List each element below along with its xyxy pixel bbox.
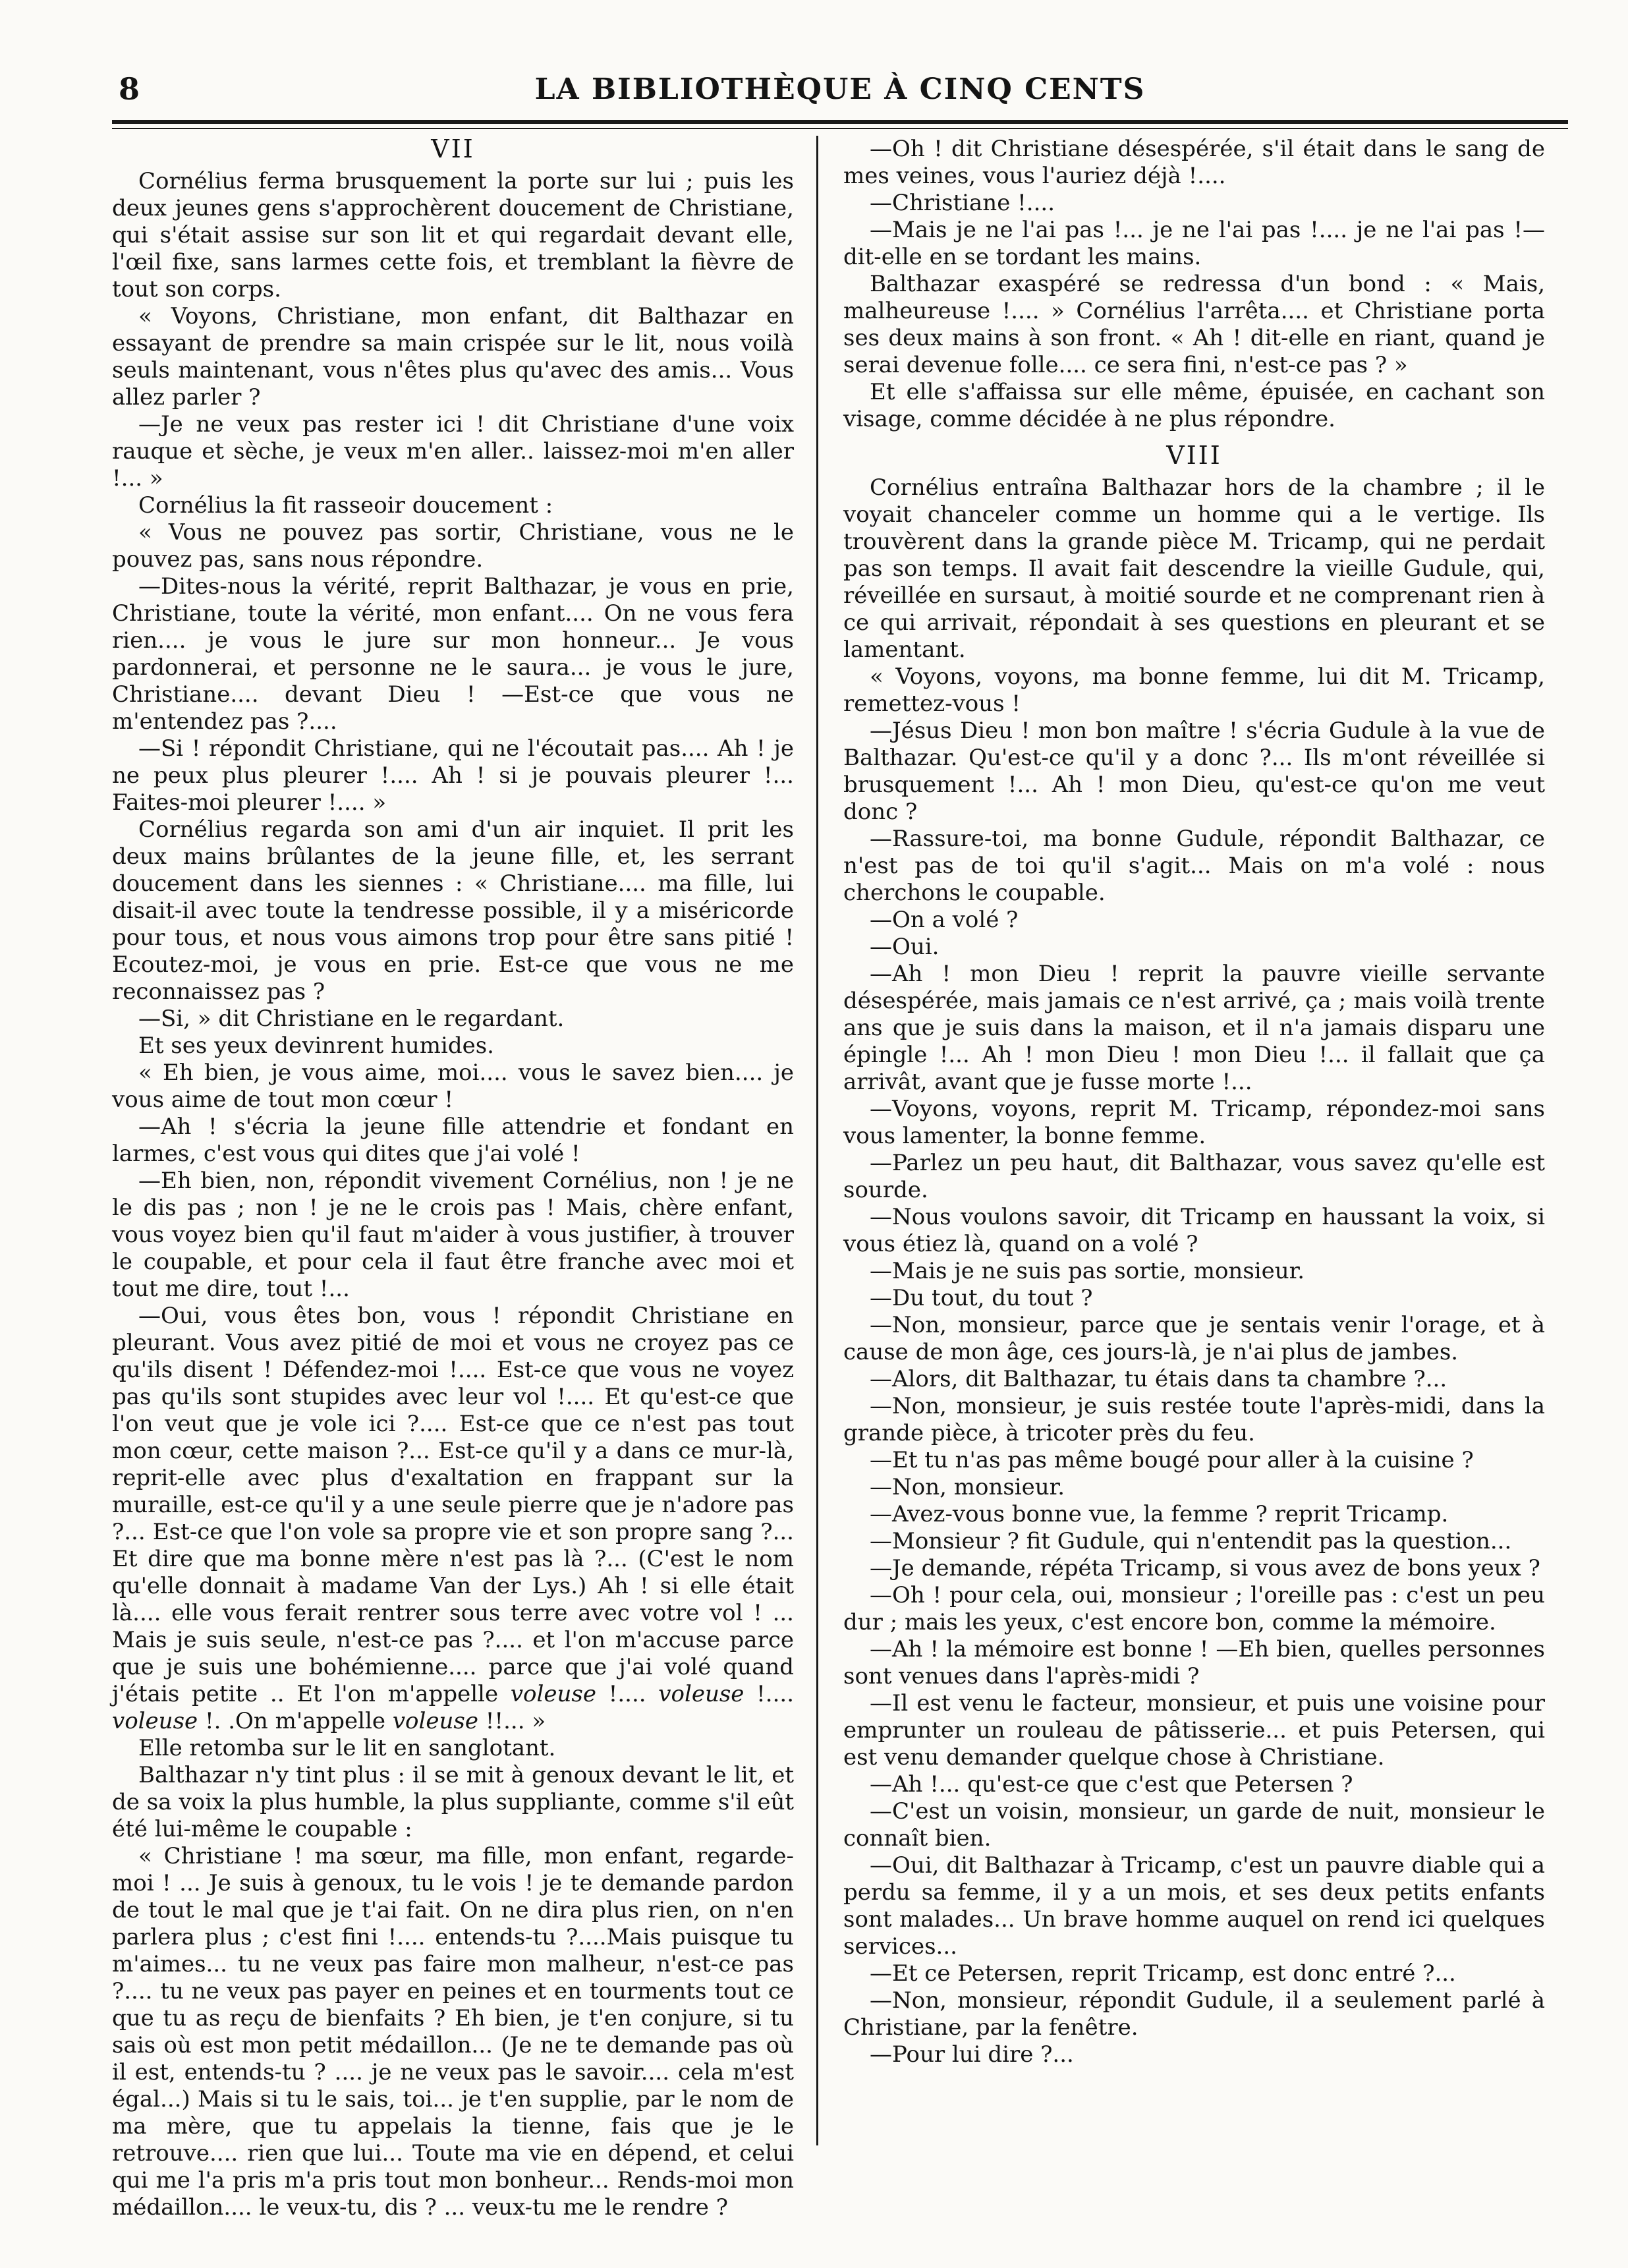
page-number: 8 bbox=[119, 71, 140, 107]
paragraph: —Rassure-toi, ma bonne Gudule, répondit Balthazar, ce n'est pas de toi qu'il s'agit... Mais on m'a volé : nous cherchons le coupable. bbox=[843, 826, 1545, 906]
paragraph: Elle retomba sur le lit en sanglotant. bbox=[138, 1735, 556, 1761]
paragraph: —Eh bien, non, répondit vivement Cornélius, non ! je ne le dis pas ; non ! je ne le crois pas ! Mais, chère enfant, vous voyez bien qu'il faut m'aider à vous justifier, à trouver le coupable, et pour cela il faut être franche avec moi et tout me dire, tout !... bbox=[112, 1168, 794, 1302]
paragraph: —Et tu n'as pas même bougé pour aller à la cuisine ? bbox=[870, 1447, 1474, 1473]
paragraph: Et elle s'affaissa sur elle même, épuisée, en cachant son visage, comme décidée à ne plus répondre. bbox=[843, 379, 1545, 432]
paragraph: —Pour lui dire ?... bbox=[870, 2041, 1074, 2068]
paragraph-text: —Oui, vous êtes bon, vous ! répondit Christiane en pleurant. Vous avez pitié de moi et vous ne croyez pas ce qu'ils disent ! Défendez-moi !.... Est-ce que vous ne voyez pas qu'ils sont stupides avec leur vol !.... Et qu'est-ce que l'on veut que je vole ici ?.... Est-ce que ce n'est pas tout mon cœur, cette maison ?... Est-ce qu'il y a dans ce mur-là, reprit-elle avec plus d'exaltation en frappant sur la muraille, est-ce qu'il y a une seule pierre que je n'adore pas ?... Est-ce que l'on vole sa propre vie et son propre sang ?... Et dire que ma bonne mère n'est pas là ?... (C'est le nom qu'elle donnait à madame Van der Lys.) Ah ! si elle était là.... elle vous ferait rentrer sous terre avec votre vol ! ... Mais je suis seule, n'est-ce pas ?.... et l'on m'accuse parce que je suis une bohémienne.... parce que j'ai volé quand j'étais petite .. Et l'on m'appelle bbox=[112, 1303, 794, 1707]
paragraph: —Christiane !.... bbox=[870, 190, 1055, 216]
paragraph: —Si ! répondit Christiane, qui ne l'écoutait pas.... Ah ! je ne peux plus pleurer !.... Ah ! si je pouvais pleurer !... Faites-moi pleurer !.... » bbox=[112, 735, 794, 816]
paragraph: Balthazar n'y tint plus : il se mit à genoux devant le lit, et de sa voix la plus humble, la plus suppliante, comme s'il eût été lui-même le coupable : bbox=[112, 1762, 794, 1842]
paragraph: —Nous voulons savoir, dit Tricamp en haussant la voix, si vous étiez là, quand on a volé ? bbox=[843, 1204, 1545, 1257]
paragraph: Cornélius entraîna Balthazar hors de la chambre ; il le voyait chanceler comme un homme qui a le vertige. Ils trouvèrent dans la grande pièce M. Tricamp, qui ne perdait pas son temps. Il avait fait descendre la vieille Gudule, qui, réveillée en sursaut, à moitié sourde et ne comprenant rien à ce qui arrivait, répondait à ses questions en pleurant et se lamentant. bbox=[843, 474, 1545, 663]
paragraph: —Ah !... qu'est-ce que c'est que Petersen ? bbox=[870, 1771, 1353, 1798]
paragraph: —Et ce Petersen, reprit Tricamp, est donc entré ?... bbox=[870, 1960, 1456, 1987]
paragraph: —Oh ! pour cela, oui, monsieur ; l'oreille pas : c'est un peu dur ; mais les yeux, c'est encore bon, comme la mémoire. bbox=[843, 1582, 1545, 1635]
paragraph: —Je demande, répéta Tricamp, si vous avez de bons yeux ? bbox=[870, 1555, 1540, 1581]
paragraph: —Si, » dit Christiane en le regardant. bbox=[138, 1006, 565, 1032]
paragraph: « Voyons, voyons, ma bonne femme, lui dit M. Tricamp, remettez-vous ! bbox=[843, 664, 1545, 717]
paragraph: —Il est venu le facteur, monsieur, et puis une voisine pour emprunter un rouleau de pâtisserie... et puis Petersen, qui est venu demander quelque chose à Christiane. bbox=[843, 1690, 1545, 1771]
paragraph: Et ses yeux devinrent humides. bbox=[138, 1033, 494, 1059]
text-fragment: !.... bbox=[596, 1681, 659, 1707]
paragraph: « Voyons, Christiane, mon enfant, dit Balthazar en essayant de prendre sa main crispée sur le lit, nous voilà seuls maintenant, vous n'êtes plus qu'avec des amis... Vous allez parler ? bbox=[112, 303, 794, 411]
paragraph: —C'est un voisin, monsieur, un garde de nuit, monsieur le connaît bien. bbox=[843, 1798, 1545, 1852]
paragraph: Balthazar exaspéré se redressa d'un bond : « Mais, malheureuse !.... » Cornélius l'arrêta.... et Christiane porta ses deux mains à son front. « Ah ! dit-elle en riant, quand je serai devenue folle.... ce sera fini, n'est-ce pas ? » bbox=[843, 271, 1545, 378]
column-divider bbox=[816, 136, 818, 2145]
paragraph: —Monsieur ? fit Gudule, qui n'entendit pas la question... bbox=[870, 1528, 1512, 1554]
left-column bbox=[112, 134, 795, 2221]
paragraph: —Ah ! mon Dieu ! reprit la pauvre vieille servante désespérée, mais jamais ce n'est arrivé, ça ; mais voilà trente ans que je suis dans la maison, et il n'a jamais disparu une épingle !... Ah ! mon Dieu ! mon Dieu !... il fallait que ça arrivât, avant que je fusse morte !... bbox=[843, 961, 1545, 1095]
chapter-heading-vii: VII bbox=[431, 134, 475, 163]
paragraph: —Je ne veux pas rester ici ! dit Christiane d'une voix rauque et sèche, je veux m'en aller.. laissez-moi m'en aller !... » bbox=[112, 411, 794, 492]
paragraph: Cornélius ferma brusquement la porte sur lui ; puis les deux jeunes gens s'approchèrent doucement de Christiane, qui s'était assise sur son lit et qui regardait devant elle, l'œil fixe, sans larmes cette fois, et tremblant la fièvre de tout son corps. bbox=[112, 168, 794, 302]
right-column bbox=[843, 136, 1545, 2165]
paragraph: —Dites-nous la vérité, reprit Balthazar, je vous en prie, Christiane, toute la vérité, mon enfant.... On ne vous fera rien.... je vous le jure sur mon honneur... Je vous pardonnerai, et personne ne le saura... je vous le jure, Christiane.... devant Dieu ! —Est-ce que vous ne m'entendez pas ?.... bbox=[112, 573, 794, 735]
paragraph: —Alors, dit Balthazar, tu étais dans ta chambre ?... bbox=[870, 1366, 1447, 1392]
text-fragment: !. .On m'appelle bbox=[198, 1708, 393, 1734]
header-rule-thick bbox=[112, 120, 1568, 124]
paragraph: « Vous ne pouvez pas sortir, Christiane, vous ne le pouvez pas, sans nous répondre. bbox=[112, 519, 794, 573]
page-header bbox=[112, 66, 1568, 112]
paragraph: —Du tout, du tout ? bbox=[870, 1285, 1093, 1311]
paragraph: —Oh ! dit Christiane désespérée, s'il était dans le sang de mes veines, vous l'auriez déjà !.... bbox=[843, 136, 1545, 189]
paragraph: —Avez-vous bonne vue, la femme ? reprit Tricamp. bbox=[870, 1501, 1449, 1527]
paragraph: —Oui. bbox=[870, 934, 940, 960]
paragraph: —Oui, dit Balthazar à Tricamp, c'est un pauvre diable qui a perdu sa femme, il y a un mois, et ses deux petits enfants sont malades... Un brave homme auquel on rend ici quelques services... bbox=[843, 1852, 1545, 1960]
chapter-heading-viii: VIII bbox=[1166, 441, 1222, 470]
paragraph-with-italics bbox=[112, 1303, 794, 1735]
italic-word: voleuse bbox=[392, 1708, 478, 1734]
paragraph: —Voyons, voyons, reprit M. Tricamp, répondez-moi sans vous lamenter, la bonne femme. bbox=[843, 1096, 1545, 1149]
paragraph: Cornélius regarda son ami d'un air inquiet. Il prit les deux mains brûlantes de la jeune fille, et, les serrant doucement dans les siennes : « Christiane.... ma fille, lui disait-il avec toute la tendresse possible, il y a miséricorde pour tous, et nous vous aimons trop pour être sans pitié ! Ecoutez-moi, je vous en prie. Est-ce que vous ne me reconnaissez pas ? bbox=[112, 816, 794, 1005]
italic-word: voleuse bbox=[658, 1681, 744, 1707]
paragraph: « Christiane ! ma sœur, ma fille, mon enfant, regarde-moi ! ... Je suis à genoux, tu le vois ! je te demande pardon de tout le mal que je t'ai fait. On ne dira plus rien, on n'en parlera plus ; c'est fini !.... entends-tu ?....Mais puisque tu m'aimes... tu ne veux pas faire mon malheur, n'est-ce pas ?.... tu ne veux pas payer en peines et en tourments tout ce que tu as reçu de bienfaits ? Eh bien, je t'en conjure, si tu sais où est mon petit médaillon... (Je ne te demande pas où il est, entends-tu ? .... je ne veux pas le savoir.... cela m'est égal...) Mais si tu le sais, toi... je t'en supplie, par le nom de ma mère, que tu appelais la tienne, fais que je le retrouve.... rien que lui... Toute ma vie en dépend, et celui qui me l'a pris m'a pris tout mon bonheur... Rends-moi mon médaillon.... le veux-tu, dis ? ... veux-tu me le rendre ? bbox=[112, 1843, 794, 2221]
text-fragment: !!... » bbox=[478, 1708, 546, 1734]
paragraph: —Non, monsieur, répondit Gudule, il a seulement parlé à Christiane, par la fenêtre. bbox=[843, 1987, 1545, 2041]
paragraph: —Ah ! s'écria la jeune fille attendrie et fondant en larmes, c'est vous qui dites que j'ai volé ! bbox=[112, 1114, 794, 1167]
paragraph: —Mais je ne suis pas sortie, monsieur. bbox=[870, 1258, 1305, 1284]
running-title: LA BIBLIOTHÈQUE À CINQ CENTS bbox=[534, 72, 1146, 106]
text-fragment: !.... bbox=[744, 1681, 795, 1707]
italic-word: voleuse bbox=[112, 1708, 198, 1734]
paragraph: —Non, monsieur. bbox=[870, 1474, 1065, 1500]
paragraph: —Mais je ne l'ai pas !... je ne l'ai pas !.... je ne l'ai pas !— dit-elle en se tordant les mains. bbox=[843, 217, 1545, 270]
paragraph: —Parlez un peu haut, dit Balthazar, vous savez qu'elle est sourde. bbox=[843, 1150, 1545, 1203]
header-rule-thin bbox=[112, 128, 1568, 129]
paragraph: —On a volé ? bbox=[870, 907, 1019, 933]
paragraph: —Jésus Dieu ! mon bon maître ! s'écria Gudule à la vue de Balthazar. Qu'est-ce qu'il y a donc ?... Ils m'ont réveillée si brusquement !... Ah ! mon Dieu, qu'est-ce qu'on me veut donc ? bbox=[843, 718, 1545, 825]
paragraph: « Eh bien, je vous aime, moi.... vous le savez bien.... je vous aime de tout mon cœur ! bbox=[112, 1060, 794, 1113]
paragraph: —Ah ! la mémoire est bonne ! —Eh bien, quelles personnes sont venues dans l'après-midi ? bbox=[843, 1636, 1545, 1689]
paragraph: —Non, monsieur, parce que je sentais venir l'orage, et à cause de mon âge, ces jours-là, je n'ai plus de jambes. bbox=[843, 1312, 1545, 1365]
paragraph: Cornélius la fit rasseoir doucement : bbox=[138, 492, 553, 519]
italic-word: voleuse bbox=[510, 1681, 596, 1707]
paragraph: —Non, monsieur, je suis restée toute l'après-midi, dans la grande pièce, à tricoter près du feu. bbox=[843, 1393, 1545, 1446]
